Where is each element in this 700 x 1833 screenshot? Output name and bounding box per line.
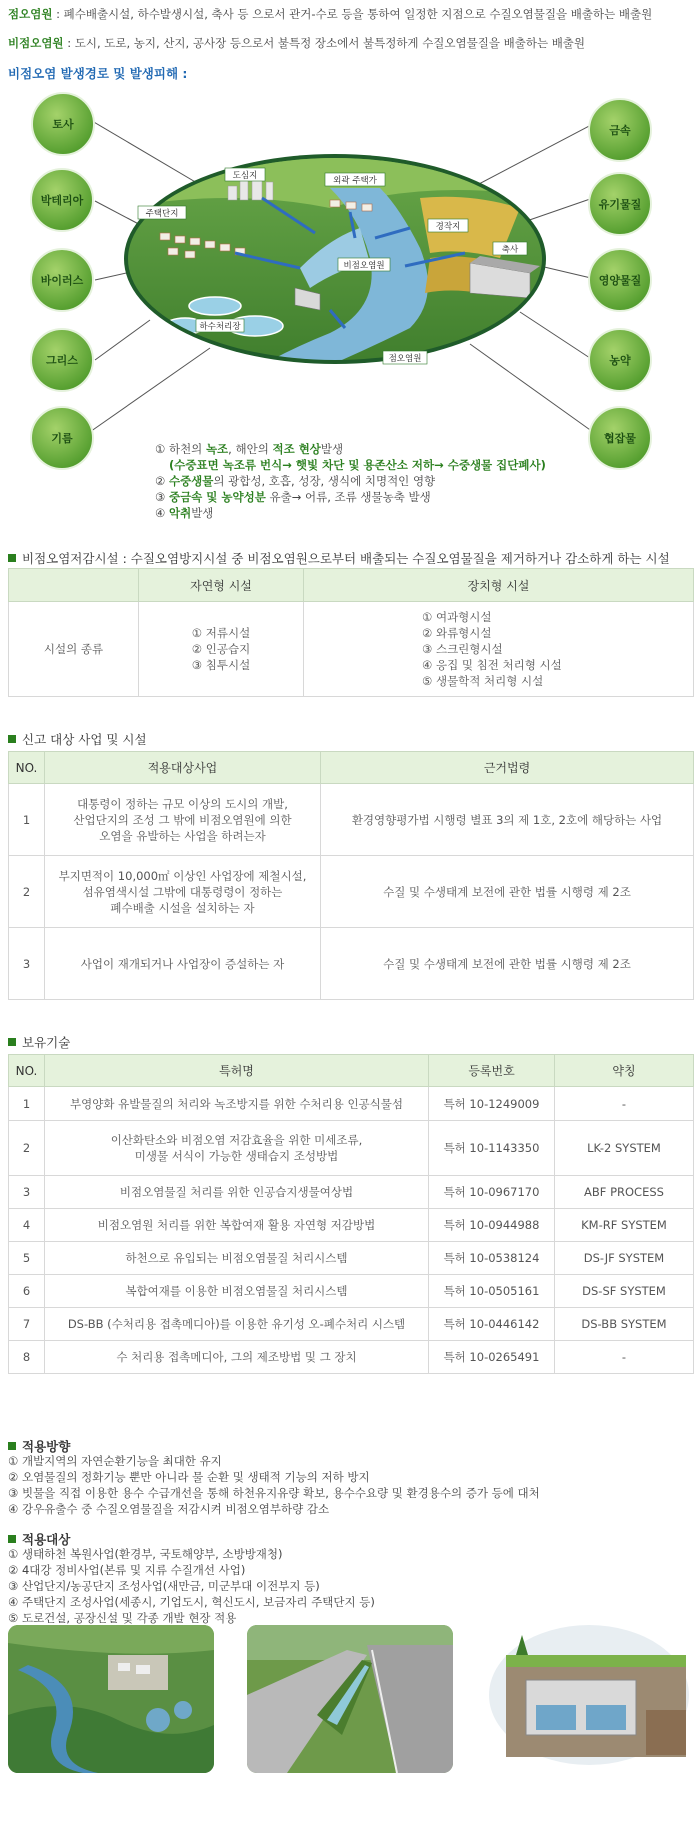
damage-item: ② 수중생물의 광합성, 호흡, 성장, 생식에 치명적인 영향 (155, 474, 436, 488)
row-label: 시설의 종류 (9, 602, 139, 697)
direction-list (8, 1453, 540, 1517)
table-row: 3 사업이 재개되거나 사업장이 증설하는 자 수질 및 수생태계 보전에 관한 법률 시행령 제 2조 (9, 928, 694, 1000)
map-label-sewage: 하수처리장 (199, 322, 241, 332)
svg-text:유기물질: 유기물질 (598, 198, 642, 211)
table-row: 1 대통령이 정하는 규모 이상의 도시의 개발, 산업단지의 조성 그 밖에 비점오염원에 의한 오염을 유발하는 사업을 하려는자 환경영향평가법 시행령 별표 3의 제 1호, 2호에 해당하는 사업 (9, 784, 694, 856)
svg-text:토사: 토사 (52, 118, 74, 131)
pollutant-bubble (589, 407, 651, 469)
map-label-farmland: 경작지 (435, 222, 461, 232)
reduction-table: 자연형 시설 장치형 시설 시설의 종류 ① 저류시설 ② 인공습지 ③ 침투시설 ① 여과형시설 ② 와류형시설 ③ 스크린형시설 ④ 응집 및 침전 처리형 시설 ⑤ 생물학적 처리형 시설 (8, 568, 694, 697)
device-facilities: ① 여과형시설 ② 와류형시설 ③ 스크린형시설 ④ 응집 및 침전 처리형 시설 ⑤ 생물학적 처리형 시설 (304, 602, 694, 697)
section-bullet-icon (8, 1442, 16, 1450)
list-item: ③ 산업단지/농공단지 조성사업(새만금, 미군부대 이전부지 등) (8, 1579, 320, 1593)
list-item: ① 개발지역의 자연순환기능을 최대한 유지 (8, 1454, 222, 1468)
map-label-city: 도심지 (232, 171, 258, 181)
list-item: ④ 주택단지 조성사업(세종시, 기업도시, 혁신도시, 보금자리 주택단지 등) (8, 1595, 375, 1609)
reduction-section-title: 비점오염저감시설 : 수질오염방지시설 중 비점오염원으로부터 배출되는 수질오염물질을 제거하거나 감소하게 하는 시설 (8, 549, 670, 567)
svg-text:기름: 기름 (51, 432, 73, 445)
damage-item: ① 하천의 녹조, 해안의 적조 현상발생 (155, 442, 344, 456)
svg-text:농약: 농약 (609, 354, 631, 367)
pollutant-bubble (31, 249, 93, 311)
roadside-facility-photo (247, 1625, 453, 1773)
underground-tank-photo (486, 1625, 692, 1773)
list-item: ⑤ 도로건설, 공장신설 및 각종 개발 현장 적용 (8, 1611, 237, 1625)
svg-text:영양물질: 영양물질 (598, 274, 642, 287)
tech-table: NO. 특허명 등록번호 약칭 1 부영양화 유발물질의 처리와 녹조방지를 위한 수처리용 인공식물섬 특허 10-1249009 - 2 이산화탄소와 비점오염 저감효율을 위한 미세조류, 미생물 서식이 가능한 생태습지 조성방법 특허 10-1143350 LK-2 SYSTEM 3 비점오염물질 처리를 위한 인공습지생물여상법 특허 10-0967170 ABF PROCESS 4 비점오염원 처리를 위한 복합여재 활용 자연형 저감방법 특허 10-0944988 KM-RF SYSTEM 5 하천으로 유입되는 비점오염물질 처리시스템 특허 10-0538124 DS-JF SYSTEM 6 복합여재를 이용한 비점오염물질 처리시스템 특허 10-0505161 DS-SF SYSTEM 7 DS-BB (수처리용 접촉메디아)를 이용한 유기성 오-폐수처리 시스템 특허 10-0446142 DS-BB SYSTEM 8 수 처리용 접촉메디아, 그의 제조방법 및 그 장치 특허 10-0265491 - (8, 1054, 694, 1374)
section-bullet-icon (8, 1535, 16, 1543)
map-label-housing: 주택단지 (145, 209, 179, 219)
target-section-title: 적용대상 (8, 1530, 70, 1548)
map-label-point: 점오염원 (388, 354, 422, 364)
damage-item: ③ 중금속 및 농약성분 유출→ 어류, 조류 생물농축 발생 (155, 490, 431, 504)
damage-item-sub: (수중표면 녹조류 번식→ 햇빛 차단 및 용존산소 저하→ 수중생물 집단폐사) (169, 458, 546, 472)
table-row: 2 이산화탄소와 비점오염 저감효율을 위한 미세조류, 미생물 서식이 가능한 생태습지 조성방법 특허 10-1143350 LK-2 SYSTEM (9, 1121, 694, 1176)
svg-text:바이러스: 바이러스 (40, 274, 84, 287)
damage-list (155, 441, 546, 521)
svg-text:금속: 금속 (609, 124, 631, 137)
list-item: ③ 빗물을 직접 이용한 용수 수급개선을 통해 하천유지유량 확보, 용수수요량 및 환경용수의 증가 등에 대처 (8, 1486, 540, 1500)
table-row: 7 DS-BB (수처리용 접촉메디아)를 이용한 유기성 오-폐수처리 시스템 특허 10-0446142 DS-BB SYSTEM (9, 1308, 694, 1341)
table-row: 6 복합여재를 이용한 비점오염물질 처리시스템 특허 10-0505161 DS-SF SYSTEM (9, 1275, 694, 1308)
section-bullet-icon (8, 1038, 16, 1046)
target-list (8, 1546, 375, 1626)
pollutant-bubble (589, 329, 651, 391)
svg-text:박테리아: 박테리아 (40, 194, 84, 207)
table-row: 2 부지면적이 10,000㎡ 이상인 사업장에 제철시설, 섬유염색시설 그밖에 대통령령이 정하는 폐수배출 시설을 설치하는 자 수질 및 수생태계 보전에 관한 법률 시행령 제 2조 (9, 856, 694, 928)
svg-text:협잡물: 협잡물 (604, 432, 636, 445)
map-label-nonpoint: 비점오염원 (343, 261, 385, 271)
list-item: ④ 강우유출수 중 수질오염물질을 저감시켜 비점오염부하량 감소 (8, 1502, 330, 1516)
damage-item: ④ 악취발생 (155, 506, 214, 520)
tech-section-title: 보유기술 (8, 1033, 70, 1051)
list-item: ① 생태하천 복원사업(환경부, 국토해양부, 소방방재청) (8, 1547, 283, 1561)
map-label-suburb: 외곽 주택가 (333, 176, 377, 186)
pollutant-bubble (589, 173, 651, 235)
pollutant-bubble (31, 407, 93, 469)
table-row: 4 비점오염원 처리를 위한 복합여재 활용 자연형 저감방법 특허 10-0944988 KM-RF SYSTEM (9, 1209, 694, 1242)
report-table: NO. 적용대상사업 근거법령 1 대통령이 정하는 규모 이상의 도시의 개발, 산업단지의 조성 그 밖에 비점오염원에 의한 오염을 유발하는 사업을 하려는자 환경영향평가법 시행령 별표 3의 제 1호, 2호에 해당하는 사업 2 부지면적이 10,000㎡ 이상인 사업장에 제철시설, 섬유염색시설 그밖에 대통령령이 정하는 폐수배출 시설을 설치하는 자 수질 및 수생태계 보전에 관한 법률 시행령 제 2조 3 사업이 재개되거나 사업장이 증설하는 자 수질 및 수생태계 보전에 관한 법률 시행령 제 2조 (8, 751, 694, 1000)
map-label-livestock: 축사 (501, 245, 519, 255)
section-bullet-icon (8, 554, 16, 562)
list-item: ② 오염물질의 정화기능 뿐만 아니라 물 순환 및 생태적 기능의 저하 방지 (8, 1470, 370, 1484)
report-section-title: 신고 대상 사업 및 시설 (8, 730, 147, 748)
table-row: 1 부영양화 유발물질의 처리와 녹조방지를 위한 수처리용 인공식물섬 특허 10-1249009 - (9, 1087, 694, 1121)
wetland-aerial-photo (8, 1625, 214, 1773)
pollutant-bubble (31, 169, 93, 231)
direction-section-title: 적용방향 (8, 1437, 70, 1455)
nonpoint-source-definition: 비점오염원 : 도시, 도로, 농지, 산지, 공사장 등으로서 불특정 장소에서 불특정하게 수질오염물질을 배출하는 배출원 (8, 36, 586, 50)
table-row: 8 수 처리용 접촉메디아, 그의 제조방법 및 그 장치 특허 10-0265491 - (9, 1341, 694, 1374)
pollutant-bubble (589, 249, 651, 311)
svg-text:그리스: 그리스 (46, 354, 78, 367)
table-row: 5 하천으로 유입되는 비점오염물질 처리시스템 특허 10-0538124 DS-JF SYSTEM (9, 1242, 694, 1275)
table-row: 3 비점오염물질 처리를 위한 인공습지생물여상법 특허 10-0967170 ABF PROCESS (9, 1176, 694, 1209)
natural-facilities: ① 저류시설 ② 인공습지 ③ 침투시설 (139, 602, 304, 697)
pollutant-bubble (32, 93, 94, 155)
section-bullet-icon (8, 735, 16, 743)
list-item: ② 4대강 정비사업(본류 및 지류 수질개선 사업) (8, 1563, 246, 1577)
pollutant-bubble (31, 329, 93, 391)
point-source-definition: 점오염원 : 폐수배출시설, 하수발생시설, 축사 등 으로서 관거-수로 등을 통하여 일정한 지점으로 수질오염물질을 배출하는 배출원 (8, 7, 653, 21)
pollutant-bubble (589, 99, 651, 161)
route-title: 비점오염 발생경로 및 발생피해 : (8, 66, 188, 81)
